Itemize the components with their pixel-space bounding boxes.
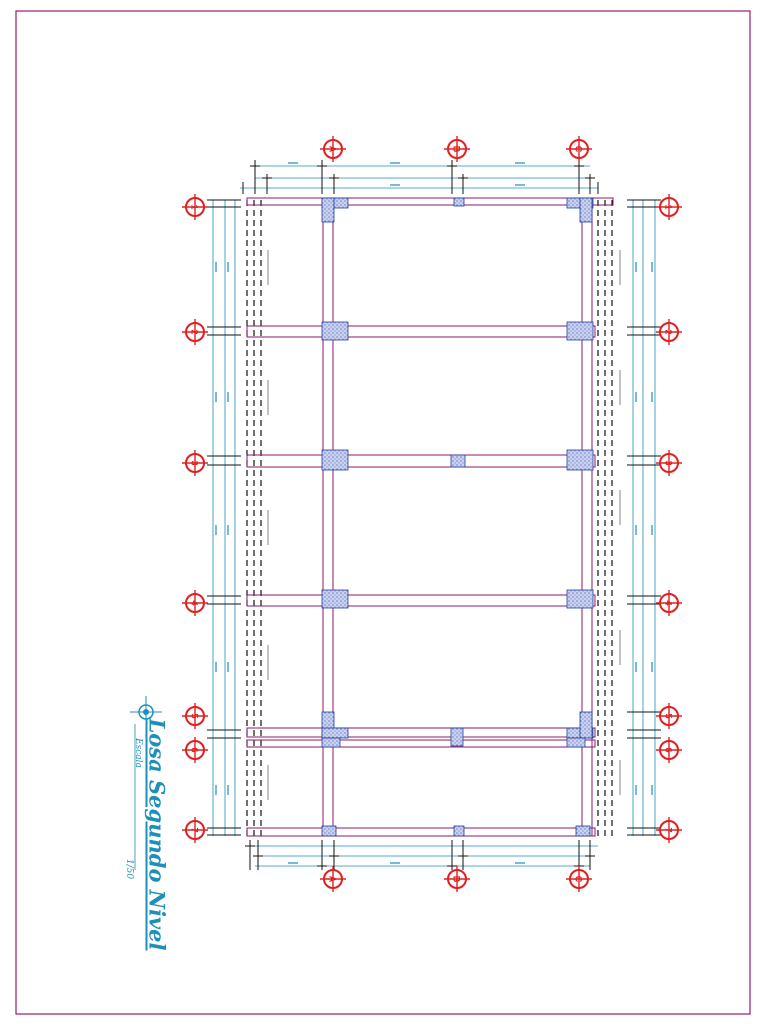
axis-bubble-top-b bbox=[444, 136, 470, 162]
axis-bubble-left-1-label: 1 bbox=[189, 204, 200, 210]
axis-bubble-left-3-label: 3 bbox=[189, 460, 200, 466]
horizontal-beams bbox=[247, 198, 613, 836]
axis-bubble-right-1-label: 1 bbox=[663, 204, 674, 210]
axis-bubble-right-4-label: 4 bbox=[663, 600, 674, 606]
dimension-lines-top bbox=[240, 166, 598, 188]
axis-bubble-top-c bbox=[566, 136, 592, 162]
axis-bubble-top-b-label: B bbox=[451, 145, 462, 153]
axis-bubble-left-5-label: 5 bbox=[189, 713, 200, 719]
drawing-title: Losa Segundo Nivel bbox=[144, 718, 170, 951]
dimension-ticks-top bbox=[243, 160, 598, 194]
dimension-lines-bottom bbox=[250, 846, 598, 866]
dimension-lines-right bbox=[633, 200, 655, 836]
axis-bubble-bottom-c bbox=[566, 866, 592, 892]
hidden-lines-right bbox=[598, 200, 612, 836]
axis-bubbles-letters bbox=[320, 136, 592, 892]
axis-bubble-bottom-a-label: A bbox=[327, 875, 338, 883]
axis-bubble-left-3 bbox=[182, 450, 208, 476]
axis-bubble-left-1 bbox=[182, 194, 208, 220]
axis-bubble-left-4 bbox=[182, 590, 208, 616]
axis-bubble-left-6 bbox=[182, 737, 208, 763]
dimension-lines-left bbox=[213, 200, 235, 836]
axis-bubble-right-2 bbox=[656, 319, 682, 345]
axis-bubble-right-5-label: 5 bbox=[663, 713, 674, 719]
axis-bubble-left-7 bbox=[182, 817, 208, 843]
dimension-ticks-right bbox=[627, 200, 661, 835]
axis-bubble-top-a-label: A bbox=[327, 145, 338, 153]
axis-bubble-left-2-label: 2 bbox=[189, 329, 200, 335]
dimension-ticks-bottom bbox=[245, 840, 595, 870]
hidden-lines-left bbox=[247, 200, 261, 836]
axis-bubble-right-5 bbox=[656, 703, 682, 729]
axis-bubbles-numbers bbox=[182, 194, 682, 843]
scale-label: Escala bbox=[132, 738, 143, 768]
axis-bubble-right-3-label: 3 bbox=[663, 460, 674, 466]
axis-bubble-right-7 bbox=[656, 817, 682, 843]
axis-bubble-bottom-a bbox=[320, 866, 346, 892]
title-block bbox=[95, 700, 185, 951]
axis-bubble-top-a bbox=[320, 136, 346, 162]
axis-bubble-right-4 bbox=[656, 590, 682, 616]
axis-bubble-left-6-label: 6 bbox=[189, 747, 200, 753]
axis-bubble-left-2 bbox=[182, 319, 208, 345]
scale-value: 1/50 bbox=[124, 858, 135, 880]
axis-bubble-bottom-b-label: B bbox=[451, 875, 462, 883]
axis-bubble-bottom-c-label: C bbox=[573, 875, 584, 883]
axis-bubble-left-7-label: 7 bbox=[189, 827, 200, 833]
axis-bubble-top-c-label: C bbox=[573, 145, 584, 153]
dimension-text-marks bbox=[216, 163, 652, 863]
axis-bubble-right-6-label: 6 bbox=[663, 747, 674, 753]
axis-bubble-right-3 bbox=[656, 450, 682, 476]
axis-bubble-right-7-label: 7 bbox=[663, 827, 674, 833]
axis-bubble-left-5 bbox=[182, 703, 208, 729]
axis-bubble-right-1 bbox=[656, 194, 682, 220]
dimension-ticks-left bbox=[207, 200, 241, 835]
axis-bubble-right-2-label: 2 bbox=[663, 329, 674, 335]
axis-bubble-left-4-label: 4 bbox=[189, 600, 200, 606]
axis-bubble-bottom-b bbox=[444, 866, 470, 892]
axis-bubble-right-6 bbox=[656, 737, 682, 763]
